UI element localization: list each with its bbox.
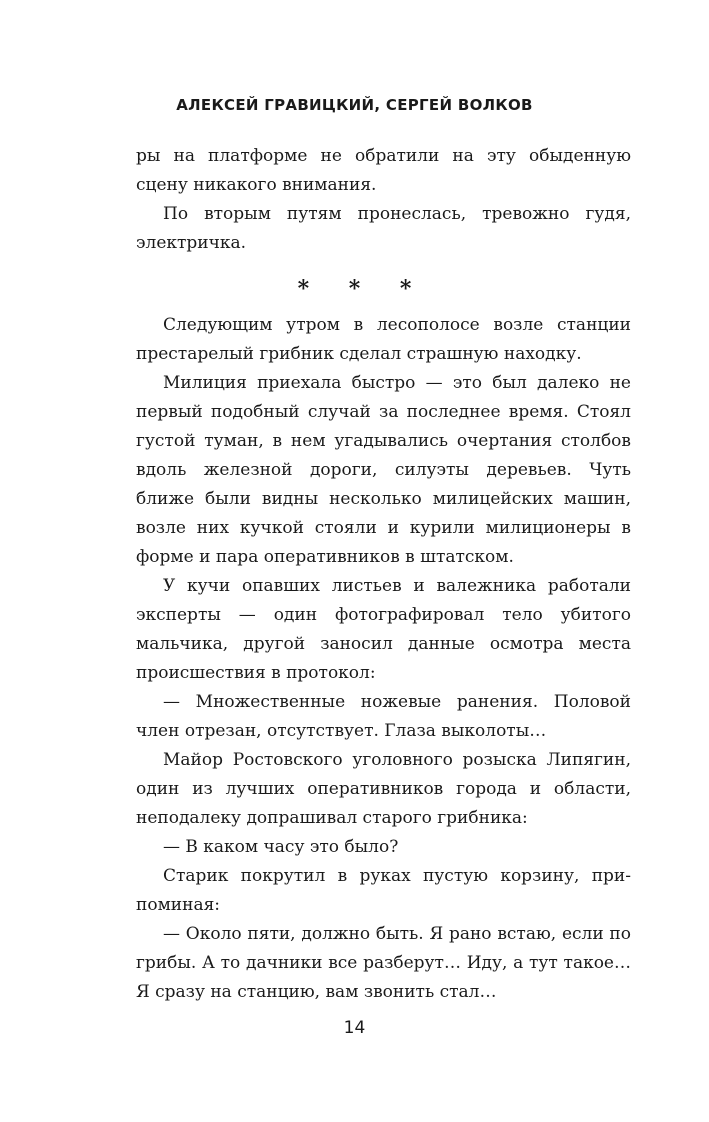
section-break: * * * <box>297 276 428 302</box>
running-head: АЛЕКСЕЙ ГРАВИЦКИЙ, СЕРГЕЙ ВОЛКОВ <box>176 96 533 114</box>
paragraph: Милиция приехала быстро — это был далеко не первый подобный случай за последнее время. Стоял густой туман, в нем угадывались очертания столбов вдоль железной дороги, силуэты деревьев. Чуть ближе были видны несколько милицейских машин, возле них кучкой стояли и курили милиционеры в форме и пара оперативников в штатском. <box>136 373 631 567</box>
dialogue-line: — Около пяти, должно быть. Я рано встаю, если по грибы. А то дачники все разберут… Иду, а тут такое… Я сразу на станцию, вам звонить стал… <box>136 924 631 1002</box>
text-block-main <box>136 311 631 1007</box>
paragraph: По вторым путям пронеслась, тревожно гудя, электричка. <box>136 204 631 253</box>
dialogue-line: — В каком часу это было? <box>163 837 399 857</box>
paragraph: Следующим утром в лесополосе возле станции престарелый грибник сделал страшную находку. <box>136 315 631 364</box>
paragraph-continuation: ры на платформе не обратили на эту обыденную сцену никакого внимания. <box>136 146 631 195</box>
dialogue-line: — Множественные ножевые ранения. Половой член отрезан, отсутствует. Глаза выколоты… <box>136 692 631 741</box>
paragraph: Старик покрутил в руках пустую корзину, припоминая: <box>136 866 631 915</box>
text-block-top <box>136 142 631 258</box>
page-number: 14 <box>343 1018 366 1038</box>
paragraph: Майор Ростовского уголовного розыска Липягин, один из лучших оперативников города и области, неподалеку допрашивал старого грибника: <box>136 750 631 828</box>
paragraph: У кучи опавших листьев и валежника работали эксперты — один фотографировал тело убитого мальчика, другой заносил данные осмотра места происшествия в протокол: <box>136 576 631 683</box>
